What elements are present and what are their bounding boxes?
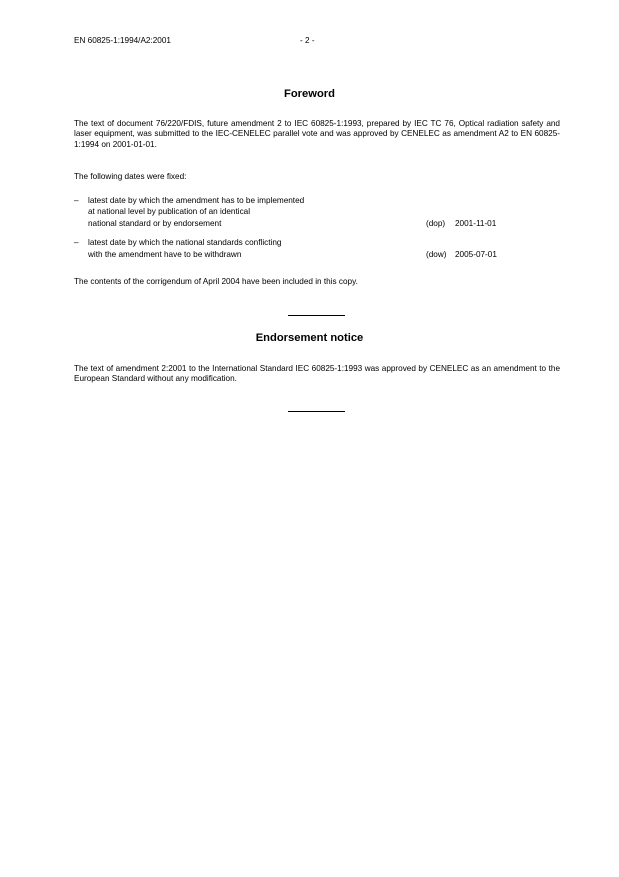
endorsement-paragraph: The text of amendment 2:2001 to the International Standard IEC 60825-1:1993 was approved by CENELEC as an amendment to the European Standard without any modification.	[74, 364, 560, 384]
date-item-line: with the amendment have to be withdrawn	[88, 250, 242, 259]
foreword-title: Foreword	[284, 88, 335, 100]
date-item-line: latest date by which the national standards conflicting	[88, 238, 282, 247]
corrigendum-note: The contents of the corrigendum of April 2004 have been included in this copy.	[74, 277, 358, 286]
date-value: 2005-07-01	[455, 250, 497, 259]
foreword-paragraph: The text of document 76/220/FDIS, future amendment 2 to IEC 60825-1:1993, prepared by IEC TC 76, Optical radiation safety and laser equipment, was submitted to the IEC-CENELEC parallel vote and was approved by CENELEC as amendment A2 to EN 60825-1:1994 on 2001-01-01.	[74, 119, 560, 149]
date-item-line: national standard or by endorsement	[88, 219, 222, 228]
list-dash: –	[74, 238, 79, 247]
list-dash: –	[74, 196, 79, 205]
date-value: 2001-11-01	[455, 219, 497, 228]
date-code: (dop)	[426, 219, 446, 228]
section-divider	[288, 315, 345, 316]
endorsement-title: Endorsement notice	[255, 332, 364, 344]
header-doc-id: EN 60825-1:1994/A2:2001	[74, 36, 171, 45]
date-item-line: latest date by which the amendment has to be implemented	[88, 196, 305, 205]
date-code: (dow)	[426, 250, 447, 259]
date-item-line: at national level by publication of an identical	[88, 207, 251, 216]
dates-intro: The following dates were fixed:	[74, 172, 187, 181]
header-page-number: - 2 -	[300, 36, 315, 45]
section-divider	[288, 411, 345, 412]
